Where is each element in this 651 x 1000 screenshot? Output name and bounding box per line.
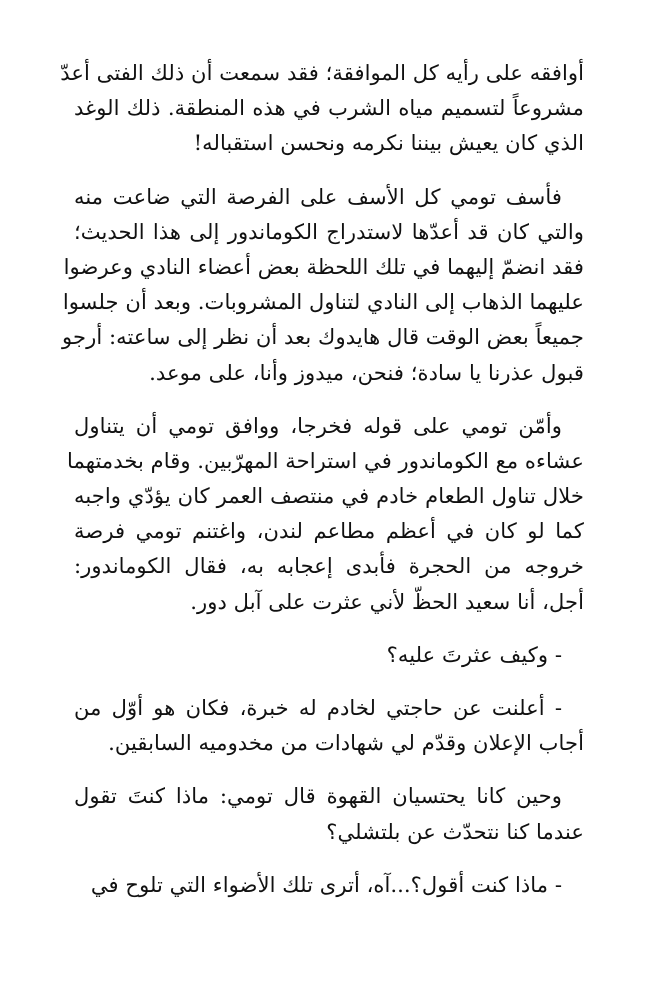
text-line: والتي كان قد أعدّها لاستدراج الكوماندور إلى هذا الحديث؛	[74, 218, 584, 244]
text-line: - وكيف عثرتَ عليه؟	[386, 641, 562, 667]
text-line: قبول عذرنا يا سادة؛ فنحن، ميدوز وأنا، على موعد.	[149, 359, 584, 385]
text-line: خلال تناول الطعام خادم في منتصف العمر كان يؤدّي واجبه	[74, 483, 584, 509]
text-line: أجاب الإعلان وقدّم لي شهادات من مخدوميه السابقين.	[108, 730, 584, 756]
book-page	[60, 55, 584, 920]
text-line: وحين كانا يحتسيان القهوة قال تومي: ماذا كنتَ تقول	[74, 783, 562, 809]
paragraph-2	[62, 179, 584, 390]
text-line: عشاءه مع الكوماندور في استراحة المهرّبين. وقام بخدمتهما	[66, 447, 584, 473]
paragraph-1	[60, 55, 584, 161]
paragraph-7	[74, 867, 584, 902]
text-line: عليهما الذهاب إلى النادي لتناول المشروبات. وبعد أن جلسوا	[62, 289, 584, 315]
text-line: خروجه من الحجرة فأبدى إعجابه به، فقال الكوماندور:	[74, 553, 584, 579]
text-line: فأسف تومي كل الأسف على الفرصة التي ضاعت منه	[74, 183, 562, 209]
text-line: - أعلنت عن حاجتي لخادم له خبرة، فكان هو أوّل من	[74, 695, 562, 720]
text-line: أجل، أنا سعيد الحظّ لأني عثرت على آبل دور.	[190, 588, 584, 614]
paragraph-3	[66, 408, 584, 619]
text-line: عندما كنا نتحدّث عن بلتشلي؟	[326, 818, 584, 844]
text-line: فقد انضمّ إليهما في تلك اللحظة بعض أعضاء النادي وعرضوا	[63, 253, 584, 279]
text-line: جميعاً بعض الوقت قال هايدوك بعد أن نظر إلى ساعته: أرجو	[62, 324, 584, 350]
text-line: كما لو كان في أعظم مطاعم لندن، واغتنم تومي فرصة	[74, 518, 584, 544]
paragraph-6	[74, 778, 584, 848]
paragraph-5	[74, 690, 584, 760]
text-line: الذي كان يعيش بيننا نكرمه ونحسن استقباله!	[193, 130, 584, 156]
text-line: أوافقه على رأيه كل الموافقة؛ فقد سمعت أن ذلك الفتى أعدّ	[60, 60, 584, 85]
paragraph-4	[74, 637, 584, 672]
text-line: - ماذا كنت أقول؟...آه، أترى تلك الأضواء التي تلوح في	[90, 871, 562, 897]
text-line: مشروعاً لتسميم مياه الشرب في هذه المنطقة. ذلك الوغد	[74, 95, 584, 121]
text-line: وأمّن تومي على قوله فخرجا، ووافق تومي أن يتناول	[74, 412, 562, 438]
